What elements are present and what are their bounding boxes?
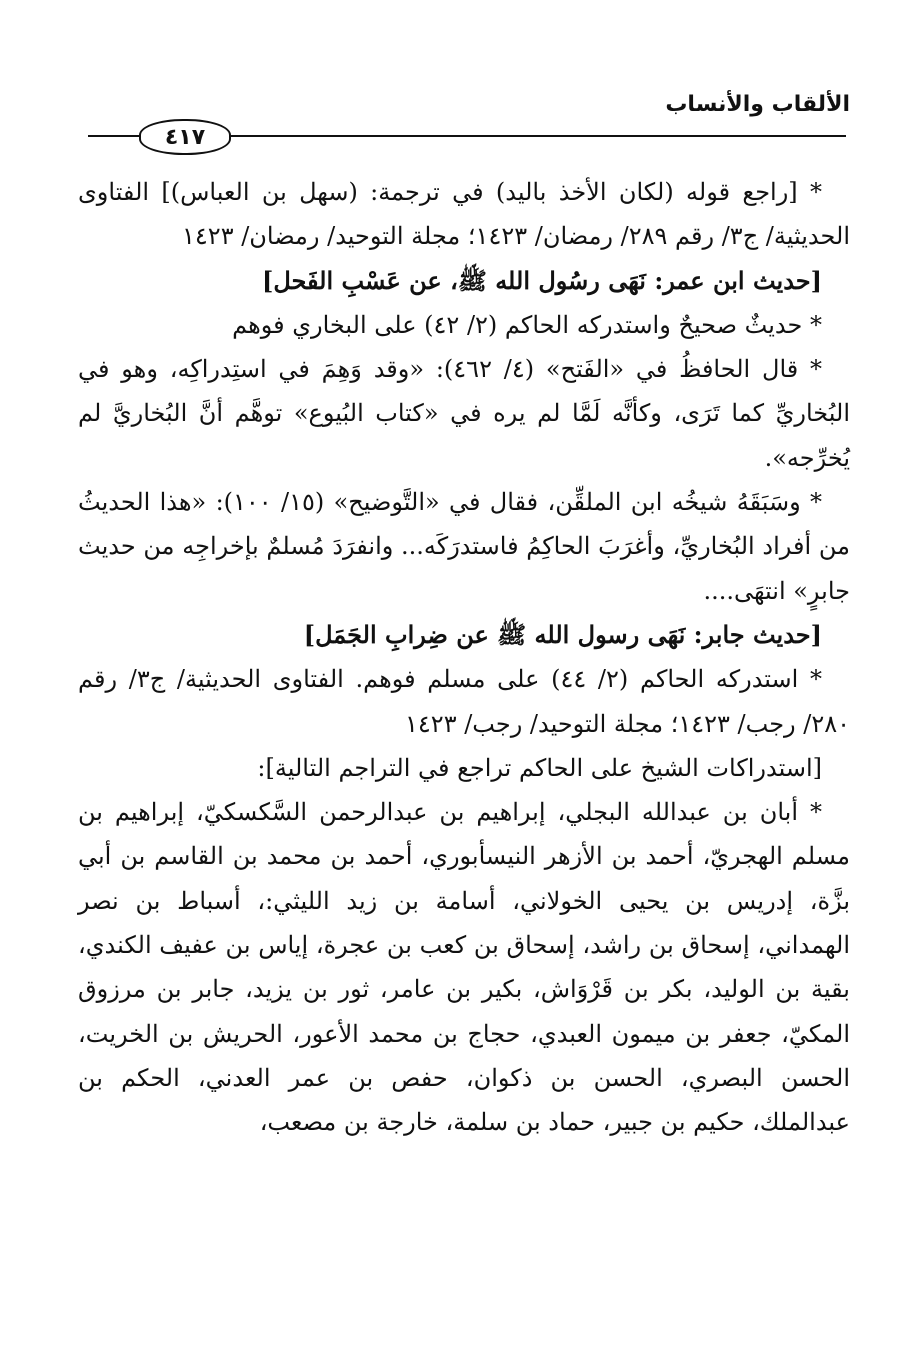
page-number: ٤١٧: [139, 119, 231, 155]
paragraph-6-narrator-list: * أبان بن عبدالله البجلي، إبراهيم بن عبدالرحمن السَّكسكيّ، إبراهيم بن مسلم الهجريّ، أحمد بن الأزهر النيسأبوري، أحمد بن محمد بن القاسم بن أبي بزَّة، إدريس بن يحيى الخولاني، أسامة بن زيد الليثي:، أسباط بن نصر الهمداني، إسحاق بن راشد، إسحاق بن كعب بن عجرة، إياس بن عفيف الكندي، بقية بن الوليد، بكر بن قَرْوَاش، بكير بن عامر، ثور بن يزيد، جابر بن مرزوق المكيّ، جعفر بن ميمون العبدي، حجاج بن محمد الأعور، الحريش بن الخريت، الحسن البصري، الحسن بن ذكوان، حفص بن عمر العدني، الحكم بن عبدالملك، حكيم بن جبير، حماد بن سلمة، خارجة بن مصعب،: [78, 798, 850, 1137]
section-heading-istidrakat: [استدراكات الشيخ على الحاكم تراجع في التراجم التالية]:: [257, 753, 822, 782]
paragraph-2: * حديثٌ صحيحٌ واستدركه الحاكم (٢/ ٤٢) على البخاري فوهم: [232, 310, 822, 339]
hadith-heading-jabir: [حديث جابر: نَهَى رسول الله ﷺ عن ضِرابِ الجَمَل]: [303, 619, 822, 649]
paragraph-5: * استدركه الحاكم (٢/ ٤٤) على مسلم فوهم. الفتاوى الحديثية/ ج٣/ رقم ٢٨٠/ رجب/ ١٤٢٣؛ مجلة التوحيد/ رجب/ ١٤٢٣: [78, 665, 850, 738]
paragraph-3: * قال الحافظُ في «الفَتح» (٤/ ٤٦٢): «وقد وَهِمَ في استِدراكِه، وهو في البُخاريِّ كما تَرَى، وكأنَّه لَمَّا لم يره في «كتاب البُيوع» توهَّم أنَّ البُخاريَّ لم يُخرِّجه».: [78, 355, 850, 472]
running-title: الألقاب والأنساب: [665, 92, 850, 117]
paragraph-1: * [راجع قوله (لكان الأخذ باليد) في ترجمة: (سهل بن العباس)] الفتاوى الحديثية/ ج٣/ رقم ٢٨٩/ رمضان/ ١٤٢٣؛ مجلة التوحيد/ رمضان/ ١٤٢٣: [78, 178, 850, 251]
body-text: [78, 170, 850, 1145]
hadith-heading-ibn-umar: [حديث ابن عمر: نَهَى رسُول الله ﷺ، عن عَسْبِ الفَحل]: [262, 265, 822, 295]
paragraph-4: * وسَبَقَهُ شيخُه ابن الملقِّن، فقال في «التَّوضيح» (١٥/ ١٠٠): «هذا الحديثُ من أفراد البُخاريِّ، وأغرَبَ الحاكِمُ فاستدرَكَه... وانفرَدَ مُسلمٌ بإخراجِه من حديث جابرٍ» انتهَى....: [78, 488, 850, 605]
